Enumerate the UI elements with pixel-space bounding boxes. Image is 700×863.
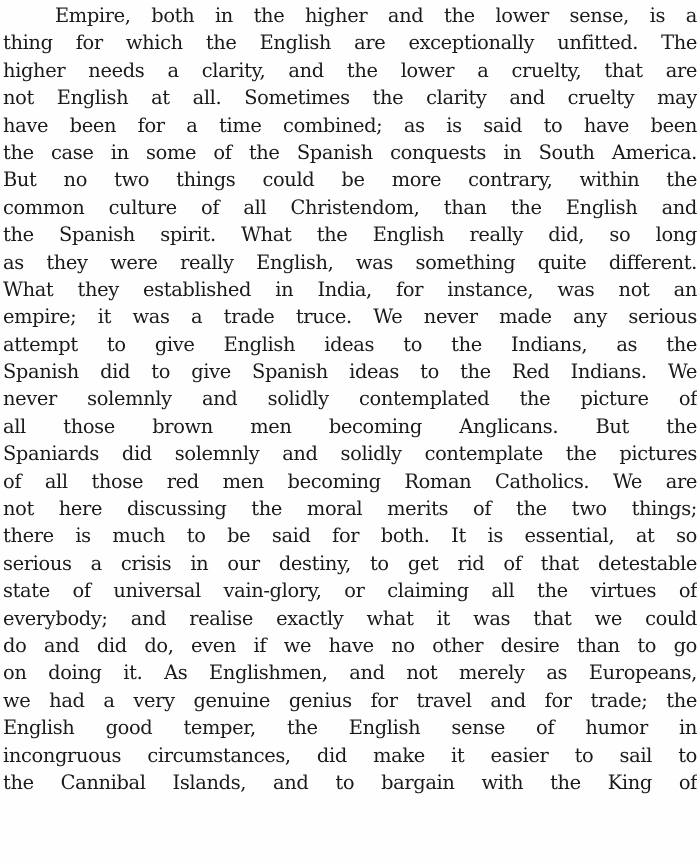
- text-line: state of universal vain-glory, or claiming all the virtues of: [3, 579, 697, 603]
- text-line: have been for a time combined; as is said to have been: [3, 113, 697, 137]
- text-line: English good temper, the English sense of humor in: [3, 716, 697, 740]
- text-line: empire; it was a trade truce. We never made any serious: [3, 305, 697, 329]
- text-line: What they established in India, for instance, was not an: [3, 277, 697, 301]
- text-line: serious a crisis in our destiny, to get rid of that detestable: [3, 551, 697, 575]
- text-line: the Spanish spirit. What the English really did, so long: [3, 223, 697, 247]
- text-line: we had a very genuine genius for travel and for trade; the: [3, 688, 697, 712]
- text-line: as they were really English, was something quite different.: [3, 250, 697, 274]
- body-text: [3, 2, 697, 796]
- text-line: attempt to give English ideas to the Indians, as the: [3, 332, 697, 356]
- text-line: do and did do, even if we have no other desire than to go: [3, 633, 697, 657]
- text-line: But no two things could be more contrary, within the: [3, 168, 697, 192]
- text-line: never solemnly and solidly contemplated the picture of: [3, 387, 697, 411]
- text-line: not here discussing the moral merits of the two things;: [3, 497, 697, 521]
- text-line: of all those red men becoming Roman Catholics. We are: [3, 469, 697, 493]
- text-line: Spaniards did solemnly and solidly contemplate the pictures: [3, 442, 697, 466]
- text-line: everybody; and realise exactly what it was that we could: [3, 606, 697, 630]
- text-line: there is much to be said for both. It is essential, at so: [3, 524, 697, 548]
- text-line: all those brown men becoming Anglicans. But the: [3, 414, 697, 438]
- text-line: higher needs a clarity, and the lower a cruelty, that are: [3, 58, 697, 82]
- text-line: not English at all. Sometimes the clarity and cruelty may: [3, 86, 697, 110]
- text-line: Empire, both in the higher and the lower sense, is a: [55, 4, 697, 27]
- text-line: on doing it. As Englishmen, and not merely as Europeans,: [3, 661, 697, 685]
- text-line: the Cannibal Islands, and to bargain with the King of: [3, 770, 697, 794]
- text-line: common culture of all Christendom, than the English and: [3, 195, 697, 219]
- text-line: incongruous circumstances, did make it easier to sail to: [3, 743, 697, 767]
- text-line: Spanish did to give Spanish ideas to the Red Indians. We: [3, 360, 697, 384]
- text-line: the case in some of the Spanish conquests in South America.: [3, 140, 697, 164]
- text-line: thing for which the English are exceptionally unfitted. The: [3, 31, 697, 55]
